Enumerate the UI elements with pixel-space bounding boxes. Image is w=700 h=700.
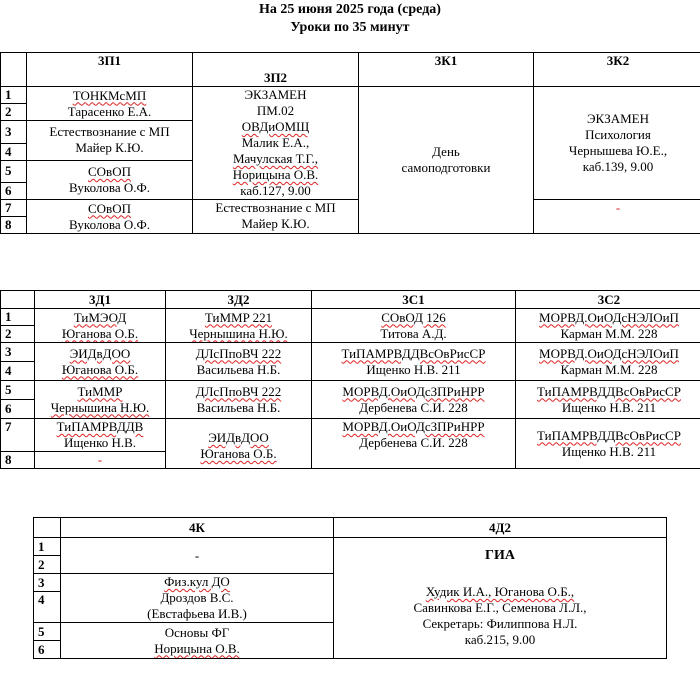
self-study-line: День [432,144,460,159]
subject-name: СОвОП [88,200,131,216]
lesson-cell [516,419,700,469]
self-study-line: самоподготовки [401,160,491,175]
corner-cell [34,518,61,538]
exam-module: ПМ.02 [256,103,295,118]
lesson-cell [312,419,516,469]
lesson-number: 7 [1,200,27,217]
exam-room-time: каб.127, 9.00 [240,183,311,198]
commission-secretary: Секретарь: Филиппова Н.Л. [422,616,578,631]
lesson-number: 3 [1,343,35,362]
lesson-cell [35,343,166,381]
schedule-table-3p-3k [0,52,700,234]
subject-name: ТиМMP [77,383,123,399]
lesson-number: 6 [34,641,61,659]
lesson-cell [166,419,312,469]
lesson-number: 4 [34,592,61,623]
lesson-cell [193,200,359,234]
teacher-name: Васильева Н.Б. [196,361,281,377]
lesson-cell [35,381,166,419]
exam-label: ЭКЗАМЕН [586,111,650,126]
exam-subject: ОВДиОМЩ [241,119,310,134]
lesson-number: 5 [34,623,61,641]
subject-name: ТиМMP 221 [204,309,273,325]
gia-room-time: каб.215, 9.00 [464,632,536,647]
empty-lesson-dash: - [534,200,700,234]
page-subtitle: Уроки по 35 минут [290,20,410,35]
schedule-table-3d-3s [0,290,700,469]
lesson-cell [516,381,700,419]
group-header-4k: 4К [61,518,334,538]
lesson-cell [166,381,312,419]
lesson-number: 8 [1,452,35,469]
teacher-name: Дербенева С.И. 228 [359,435,468,450]
examiner-name: Малик Е.А., [241,135,310,150]
group-header-3p1: 3П1 [27,53,193,87]
subject-name: СОвОД 126 [381,309,446,325]
gia-cell [334,538,667,659]
group-header-3s1: 3С1 [312,291,516,309]
lesson-cell [27,87,193,121]
lesson-number: 3 [1,121,27,144]
teacher-name: Ищенко Н.В. [63,435,137,450]
empty-lesson-dash: - [35,452,166,469]
lesson-cell [312,309,516,343]
exam-room-time: каб.139, 9.00 [582,159,654,174]
teacher-name: Ищенко Н.В. 211 [561,443,657,459]
teacher-name: Вуколова О.Ф. [68,216,151,232]
subject-name: ТОНКМсМП [72,87,147,103]
lesson-cell [166,343,312,381]
group-header-3k1: 3К1 [359,53,534,87]
lesson-cell [312,381,516,419]
lesson-number: 1 [1,87,27,104]
subject-name: МОРВД.ОиОДсНЭЛОиП [539,309,679,325]
lesson-number: 3 [34,574,61,592]
subject-name: ДЛсПпоВЧ 222 [195,383,282,399]
lesson-cell [27,200,193,234]
lesson-number: 8 [1,217,27,234]
empty-lesson-dash: - [61,538,334,574]
corner-cell [1,53,27,87]
exam-cell [193,87,359,200]
teacher-name: Карман М.М. 228 [560,325,658,341]
teacher-name: Карман М.М. 228 [560,361,658,377]
gia-title: ГИА [485,548,515,563]
lesson-number: 1 [1,309,35,326]
teacher-name: Дроздов В.С. [160,590,234,605]
subject-name: Физ.кул ДО [164,574,230,589]
examiner-name: Норицына О.В. [232,167,319,182]
exam-cell [534,87,700,200]
subject-name: МОРВД.ОиОДсЗПРиНРР [342,383,485,399]
lesson-cell [61,574,334,623]
lesson-cell [35,419,166,452]
subject-name: Основы ФГ [164,624,230,640]
subject-name: СОвОП [88,163,131,179]
teacher-name: Дербенева С.И. 228 [359,399,468,415]
teacher-name: Ищенко Н.В. 211 [366,361,461,377]
subject-name: ЭИДвДОО [69,345,131,361]
teacher-name: Юганова О.Б. [200,446,277,461]
teacher-name: Чернышина Н.Ю. [189,325,288,341]
corner-cell [1,291,35,309]
teacher-name: Майер К.Ю. [241,216,310,231]
lesson-cell [61,623,334,659]
teacher-name: Титова А.Д. [380,325,447,341]
teacher-name: Чернышина Н.Ю. [50,399,150,415]
subject-name: ТиМЭОД [73,309,127,325]
lesson-number: 4 [1,143,27,160]
lesson-cell [516,309,700,343]
teacher-name: Ищенко Н.В. 211 [561,399,657,415]
subject-name: Естествознание с МП [215,200,336,215]
lesson-cell [312,343,516,381]
lesson-number: 1 [34,538,61,556]
subject-name: ЭИДвДОО [208,430,269,445]
lesson-cell [516,343,700,381]
commission-members: Савинкова Е.Г., Семенова Л.Л., [413,600,587,615]
lesson-number: 5 [1,160,27,183]
teacher-name: Юганова О.Б. [61,361,139,377]
subject-name: ДЛсПпоВЧ 222 [195,345,282,361]
group-header-3d1: 3Д1 [35,291,166,309]
lesson-number: 2 [1,326,35,343]
lesson-number: 4 [1,362,35,381]
schedule-table-4k-4d2 [33,517,667,659]
self-study-cell [359,87,534,234]
subject-name: ТиПАМРВДДВсОвРисСР [537,383,681,399]
teacher-name: Юганова О.Б. [61,325,139,341]
group-header-3s2: 3С2 [516,291,700,309]
lesson-cell [35,309,166,343]
subject-name: ТиПАМРВДДВсОвРисСР [537,427,681,443]
examiner-name: Чернышева Ю.Е., [568,143,668,158]
lesson-number: 2 [34,556,61,574]
teacher-substitute: (Евстафьева И.В.) [147,606,247,621]
group-header-3p2: 3П2 [193,53,359,87]
lesson-cell [166,309,312,343]
commission-members: Худик И.А., Юганова О.Б., [425,584,575,599]
teacher-name: Майер К.Ю. [75,140,144,156]
exam-subject: Психология [585,127,651,142]
group-header-3k2: 3К2 [534,53,700,87]
page-title: На 25 июня 2025 года (среда) [259,2,441,17]
examiner-name: Мачулская Т.Г., [232,151,319,166]
exam-label: ЭКЗАМЕН [244,87,307,102]
teacher-name: Вуколова О.Ф. [68,179,151,195]
lesson-number: 7 [1,419,35,452]
lesson-cell [27,160,193,200]
group-header-3d2: 3Д2 [166,291,312,309]
teacher-name: Васильева Н.Б. [196,399,281,415]
lesson-cell [27,121,193,161]
lesson-number: 2 [1,104,27,121]
lesson-number: 6 [1,183,27,200]
subject-name: ТиПАМРВДДВ [56,419,144,434]
subject-name: ТиПАМРВДДВсОвРисСР [341,345,486,361]
subject-name: МОРВД.ОиОДсНЭЛОиП [539,345,679,361]
subject-name: МОРВД.ОиОДсЗПРиНРР [342,419,485,434]
teacher-name: Тарасенко Е.А. [67,103,152,119]
lesson-number: 6 [1,400,35,419]
lesson-number: 5 [1,381,35,400]
group-header-4d2: 4Д2 [334,518,667,538]
subject-name: Естествознание с МП [49,124,170,140]
teacher-name: Норицына О.В. [154,640,240,656]
